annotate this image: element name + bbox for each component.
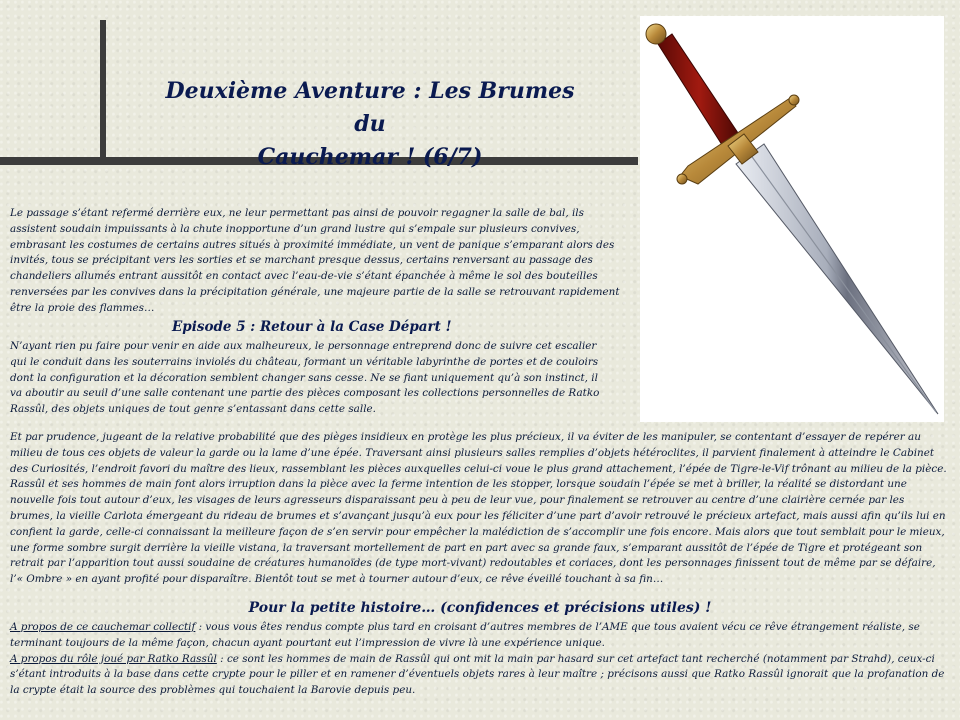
sword-illustration-icon bbox=[640, 16, 944, 422]
episode-paragraph-2: Et par prudence, jugeant de la relative probabilité que des pièges insidieux en protège les plus précieux, il va éviter de les manipuler, se contentant d’essayer de repérer au milieu de tous ces objets de valeur la garde ou la lame d’une épée. Traversant ainsi plusieurs salles remplies d’objets hétéroclites, il parvient finalement à atteindre le Cabinet des Curiosités, l’endroit favori du maître des lieux, rassemblant les pièces auxquelles celui-ci voue le plus grand attachement, l’épée de Tigre-le-Vif trônant au milieu de la pièce. Rassûl et ses hommes de main font alors irruption dans la pièce avec la ferme intention de les stopper, lorsque soudain l’épée se met à briller, la réalité se distordant une nouvelle fois tout autour d’eux, les visages de leurs agresseurs disparaissant peu à peu de leur vue, pour finalement se retrouver au centre d’une clairière cernée par les brumes, la vieille Carlota émergeant du rideau de brumes et s’avançant jusqu’à eux pour les féliciter d’une part d’avoir retrouvé le précieux artefact, mais aussi afin qu’ils lui en confient la garde, celle-ci connaissant la meilleure façon de s’en servir pour empêcher la malédiction de s’accomplir une fois encore. Mais alors que tout semblait pour le mieux, une forme sombre surgit derrière la vieille vistana, la traversant mortellement de part en part avec sa grande faux, s’emparant aussitôt de l’épée de Tigre et protégeant son retrait par l’apparition tout aussi soudaine de créatures humanoïdes (de type mort-vivant) redoutables et coriaces, dont les personnages finissent tout de même par se défaire, l’« Ombre » en ayant profité pour disparaître. Bientôt tout se met à tourner autour d’eux, ce rêve éveillé touchant à sa fin… bbox=[10, 431, 947, 586]
note-label: A propos du rôle joué par Ratko Rassûl bbox=[10, 652, 217, 665]
page-title-line-1: Deuxième Aventure : Les Brumes du bbox=[165, 77, 575, 137]
note-collective-nightmare bbox=[10, 620, 950, 652]
page-title-line-2: Cauchemar ! (6/7) bbox=[257, 143, 483, 170]
note-text: : vous vous êtes rendus compte plus tard en croisant d’autres membres de l’AME que tous avaient vécu ce rêve étrangement réaliste, se terminant toujours de la même façon, chacun ayant pourtant eut l’impression de vivre là une expérience unique. bbox=[10, 621, 920, 649]
note-ratko-role bbox=[10, 652, 950, 699]
note-text: : ce sont les hommes de main de Rassûl qui ont mit la main par hasard sur cet artefact tant recherché (notamment par Strahd), ceux-ci s’étant introduits à la base dans cette crypte pour le piller et en ramener d’éventuels objets rares à leur maître ; précisons aussi que Ratko Rassûl ignorait que la profanation de la crypte était la source des problèmes qui touchaient la Barovie depuis peu. bbox=[10, 652, 945, 697]
intro-paragraph: Le passage s’étant refermé derrière eux, ne leur permettant pas ainsi de pouvoir regagner la salle de bal, ils assistent soudain impuissants à la chute inopportune d’un grand lustre qui s’empale sur plusieurs convives, embrasant les costumes de certains autres situés à proximité immédiate, un vent de panique s’emparant alors des invités, tous se précipitant vers les sorties et se marchant presque dessus, certains renversant au passage des chandeliers allumés entrant aussitôt en contact avec l’eau-de-vie s’étant épanchée à même le sol des bouteilles renversées par les convives dans la précipitation générale, une majeure partie de la salle se retrouvant rapidement être la proie des flammes… bbox=[10, 207, 620, 314]
history-heading: Pour la petite histoire… (confidences et précisions utiles) ! bbox=[248, 600, 712, 616]
episode-paragraph-1: N’ayant rien pu faire pour venir en aide aux malheureux, le personnage entreprend donc de suivre cet escalier qui le conduit dans les souterrains inviolés du château, formant un véritable labyrinthe de portes et de couloirs dont la configuration et la décoration semblent changer sans cesse. Ne se fiant uniquement qu’à son instinct, il va aboutir au seuil d’une salle contenant une partie des pièces composant les collections personnelles de Ratko Rassûl, des objets uniques de tout genre s’entassant dans cette salle. bbox=[10, 340, 600, 416]
note-label: A propos de ce cauchemar collectif bbox=[10, 621, 196, 633]
sword-image bbox=[640, 16, 944, 422]
history-notes bbox=[10, 620, 950, 699]
episode-heading: Episode 5 : Retour à la Case Départ ! bbox=[172, 319, 452, 335]
page-title bbox=[150, 75, 590, 174]
decorative-vertical-bar bbox=[100, 20, 106, 165]
